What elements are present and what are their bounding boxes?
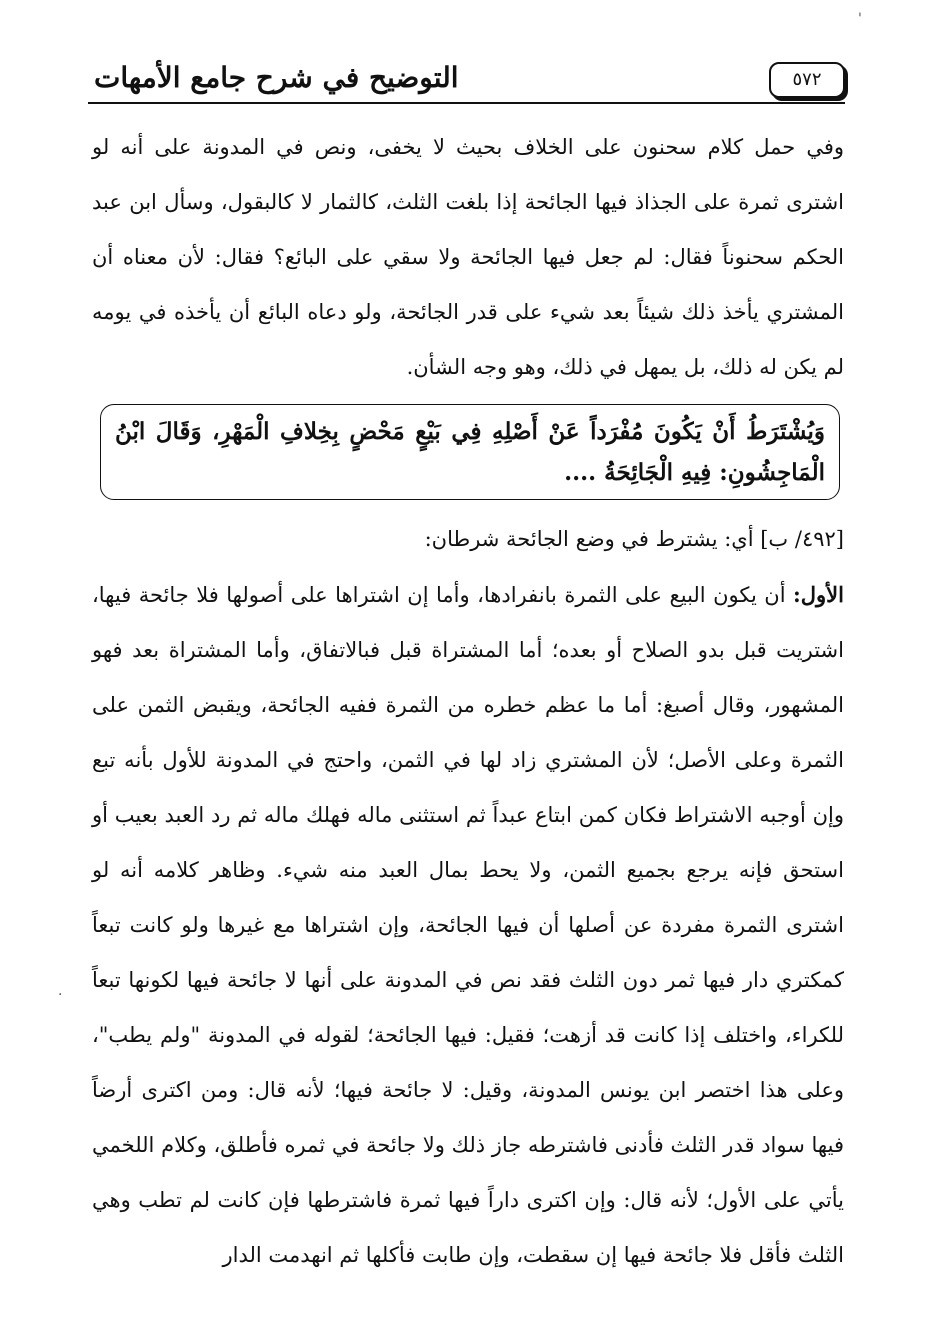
- margin-stray-dot: ·: [58, 987, 63, 1003]
- matn-box: [100, 404, 840, 500]
- ref-line-block: [92, 512, 844, 567]
- commentary-paragraph: [92, 567, 844, 1283]
- header-rule: [88, 102, 845, 104]
- page-number: ٥٧٢: [769, 62, 845, 98]
- commentary-text: أن يكون البيع على الثمرة بانفرادها، وأما إن اشتراها على أصولها فلا جائحة فيها، اشتريت قبل بدو الصلاح أو بعده؛ أما المشتراة قبل فبالاتفاق، وأما المشتراة بعد فهو المشهور، وقال أصبغ: أما ما عظم خطره من الثمرة ففيه الجائحة، ويقبض الثمن على الثمرة وعلى الأصل؛ لأن المشتري زاد لها في الثمن، واحتج في المدونة للأول بأنه تبع وإن أوجبه الاشتراط فكان كمن ابتاع عبداً ثم استثنى ماله فهلك ماله ثم رد العبد بعيب أو استحق فإنه يرجع بجميع الثمن، ولا يحط بمال العبد منه شيء. وظاهر كلامه أنه لو اشترى الثمرة مفردة عن أصلها أن فيها الجائحة، وإن اشتراها مع غيرها ولو كانت تبعاً كمكتري دار فيها ثمر دون الثلث فقد نص في المدونة على أنها لا جائحة فيها لكونها تبعاً للكراء، واختلف إذا كانت قد أزهت؛ فقيل: فيها الجائحة؛ لقوله في المدونة "ولم يطب"، وعلى هذا اختصر ابن يونس المدونة، وقيل: لا جائحة فيها؛ لأنه قال: ومن اكترى أرضاً فيها سواد قدر الثلث فأدنى فاشترطه جاز ذلك ولا جائحة في ثمره فأطلق، وكلام اللخمي يأتي على الأول؛ لأنه قال: وإن اكترى داراً فيها ثمرة فاشترطها فإن كانت لم تطب وهي الثلث فأقل فلا جائحة فيها إن سقطت، وإن طابت فأكلها ثم انهدمت الدار: [92, 583, 844, 1267]
- page-header: [88, 58, 845, 104]
- commentary-lead-word: الأول:: [793, 582, 844, 607]
- top-paragraph: وفي حمل كلام سحنون على الخلاف بحيث لا يخفى، ونص في المدونة على أنه لو اشترى ثمرة على الجذاذ فيها الجائحة إذا بلغت الثلث، كالثمار لا كالبقول، وسأل ابن عبد الحكم سحنوناً فقال: لم جعل فيها الجائحة ولا سقي على البائع؟ فقال: لأن معناه أن المشتري يأخذ ذلك شيئاً بعد شيء على قدر الجائحة، ولو دعاه البائع أن يأخذه في يومه لم يكن له ذلك، بل يمهل في ذلك، وهو وجه الشأن.: [92, 135, 844, 379]
- ref-line: [٤٩٢/ ب] أي: يشترط في وضع الجائحة شرطان:: [424, 527, 844, 551]
- top-stray-mark: ': [858, 11, 862, 27]
- matn-text: وَيُشْتَرَطُ أَنْ يَكُونَ مُفْرَداً عَنْ أَصْلِهِ فِي بَيْعٍ مَحْضٍ بِخِلافِ الْمَهْرِ، وَقَالَ ابْنُ الْمَاجِشُونِ: فِيهِ الْجَائِحَةُ ....: [115, 418, 825, 486]
- top-paragraph-block: [92, 120, 844, 395]
- running-title: التوضيح في شرح جامع الأمهات: [94, 61, 459, 94]
- commentary-block: [92, 567, 844, 1283]
